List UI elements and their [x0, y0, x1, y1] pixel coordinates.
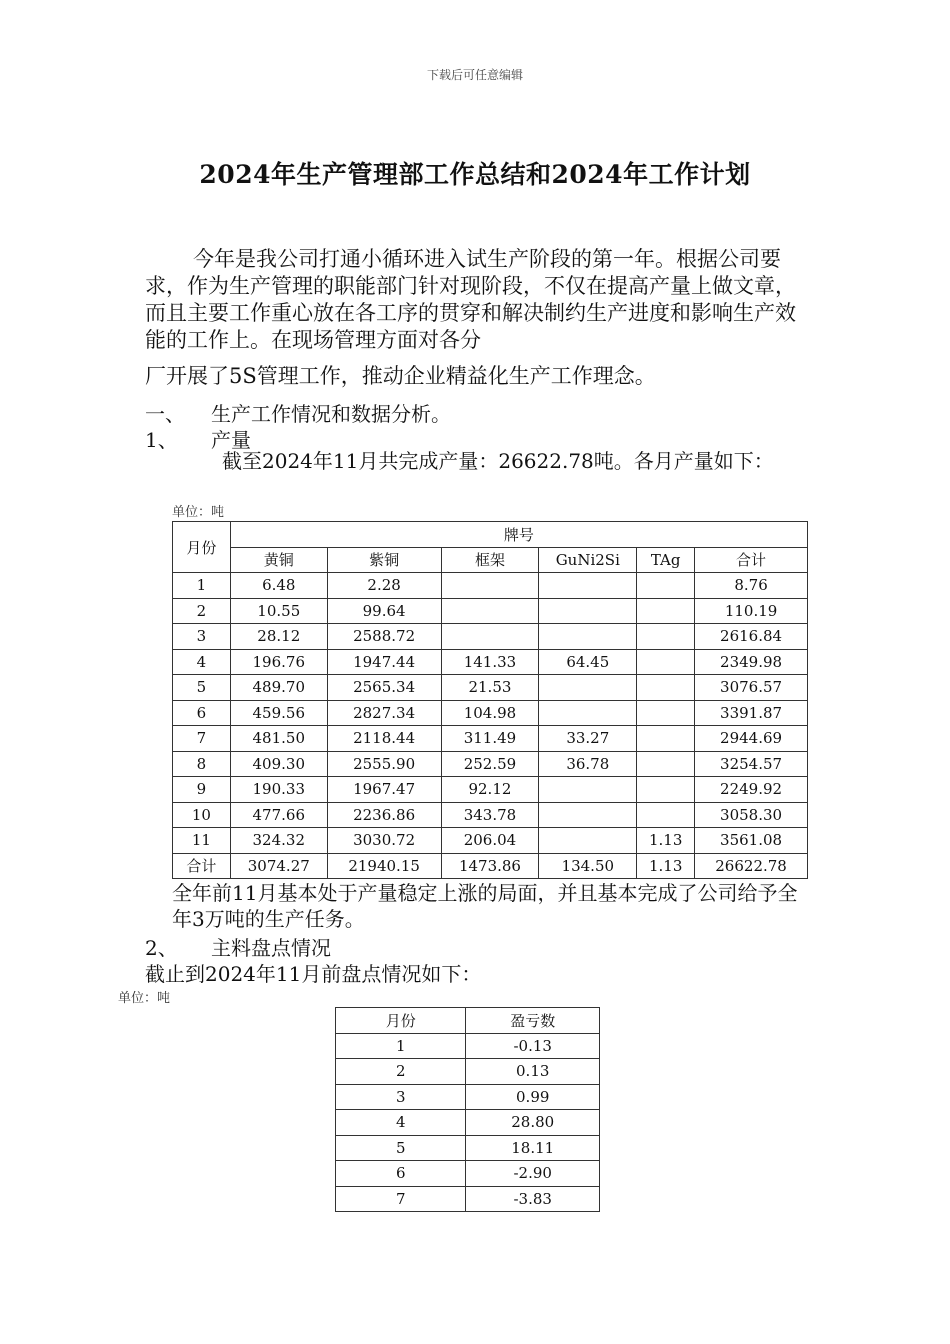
- document-title: 2024年生产管理部工作总结和2024年工作计划: [199, 160, 751, 189]
- section-title: 生产工作情况和数据分析。: [211, 402, 451, 426]
- grade-header: 牌号: [230, 522, 807, 548]
- table-cell: 477.66: [230, 802, 327, 828]
- table-cell: 2.28: [327, 573, 441, 599]
- table-cell: 3561.08: [695, 828, 808, 854]
- table-cell: 10: [173, 802, 231, 828]
- table-cell: 1473.86: [441, 853, 539, 879]
- table-cell: 2: [173, 598, 231, 624]
- table-cell: 3076.57: [695, 675, 808, 701]
- table-cell: 28.12: [230, 624, 327, 650]
- table-row: [173, 675, 808, 701]
- column-header: TAg: [637, 547, 695, 573]
- table-cell: [441, 598, 539, 624]
- table-cell: 3: [173, 624, 231, 650]
- table-cell: [539, 828, 637, 854]
- table-cell: 2349.98: [695, 649, 808, 675]
- table-cell: 409.30: [230, 751, 327, 777]
- table-header-row: [173, 547, 808, 573]
- table-cell: 2236.86: [327, 802, 441, 828]
- table-row: [173, 751, 808, 777]
- table-cell: 5: [173, 675, 231, 701]
- table-cell: [637, 726, 695, 752]
- subsection-heading-inventory: [145, 932, 331, 961]
- table-cell: 36.78: [539, 751, 637, 777]
- section-heading-1: [145, 398, 451, 427]
- table-cell: 2616.84: [695, 624, 808, 650]
- table-row: [173, 853, 808, 879]
- table-cell: [441, 573, 539, 599]
- table-row: [336, 1186, 600, 1212]
- table-row: [336, 1161, 600, 1187]
- table-cell: 343.78: [441, 802, 539, 828]
- table-row: [173, 598, 808, 624]
- table-cell: 4: [336, 1110, 466, 1136]
- table-row: [336, 1135, 600, 1161]
- table-cell: 196.76: [230, 649, 327, 675]
- table-row: [336, 1110, 600, 1136]
- intro-paragraph: 今年是我公司打通小循环进入试生产阶段的第一年。根据公司要求，作为生产管理的职能部门针对现阶段，不仅在提高产量上做文章，而且主要工作重心放在各工序的贯穿和解决制约生产进度和影响生产效能的工作上。在现场管理方面对各分: [145, 247, 796, 352]
- table-cell: [539, 700, 637, 726]
- table-row: [173, 573, 808, 599]
- table-cell: 1967.47: [327, 777, 441, 803]
- table-cell: 2: [336, 1059, 466, 1085]
- subsection-number: 1、: [145, 428, 178, 452]
- table-row: [336, 1084, 600, 1110]
- table-row: [173, 828, 808, 854]
- subsection-number: 2、: [145, 936, 178, 960]
- table-cell: -3.83: [466, 1186, 600, 1212]
- table-cell: [637, 675, 695, 701]
- subsection-title: 主料盘点情况: [211, 936, 331, 960]
- table-cell: 99.64: [327, 598, 441, 624]
- table-row: [173, 700, 808, 726]
- table-row: [173, 802, 808, 828]
- table-cell: [539, 777, 637, 803]
- table-cell: 5: [336, 1135, 466, 1161]
- inventory-table: [335, 1007, 600, 1212]
- table-cell: 0.13: [466, 1059, 600, 1085]
- table-cell: 21940.15: [327, 853, 441, 879]
- column-header: 紫铜: [327, 547, 441, 573]
- table-cell: 2944.69: [695, 726, 808, 752]
- table-cell: 206.04: [441, 828, 539, 854]
- table-cell: [637, 573, 695, 599]
- unit-label-1: 单位：吨: [172, 505, 225, 520]
- table-cell: 8.76: [695, 573, 808, 599]
- table-cell: 2565.34: [327, 675, 441, 701]
- table-row: [173, 649, 808, 675]
- table-cell: [637, 649, 695, 675]
- table-cell: 2118.44: [327, 726, 441, 752]
- table-header-row: [336, 1008, 600, 1034]
- table-cell: [539, 624, 637, 650]
- production-table: [172, 521, 808, 879]
- table-cell: [637, 700, 695, 726]
- table-cell: 7: [336, 1186, 466, 1212]
- column-header: GuNi2Si: [539, 547, 637, 573]
- table-cell: [637, 751, 695, 777]
- section-number: 一、: [145, 402, 185, 426]
- table-cell: [637, 802, 695, 828]
- table-cell: 9: [173, 777, 231, 803]
- column-header: 月份: [336, 1008, 466, 1034]
- table-cell: 3: [336, 1084, 466, 1110]
- table-cell: 64.45: [539, 649, 637, 675]
- table-row: [173, 726, 808, 752]
- table-cell: 26622.78: [695, 853, 808, 879]
- table-cell: 489.70: [230, 675, 327, 701]
- table-cell: -2.90: [466, 1161, 600, 1187]
- table-cell: 3254.57: [695, 751, 808, 777]
- unit-label-2: 单位：吨: [118, 991, 171, 1006]
- table-cell: 18.11: [466, 1135, 600, 1161]
- table-cell: 6: [336, 1161, 466, 1187]
- table-cell: 134.50: [539, 853, 637, 879]
- table-cell: [637, 598, 695, 624]
- table-cell: 104.98: [441, 700, 539, 726]
- table-cell: 92.12: [441, 777, 539, 803]
- table-row: [336, 1059, 600, 1085]
- table-cell: 3058.30: [695, 802, 808, 828]
- table-cell: 1: [336, 1033, 466, 1059]
- table-row: [336, 1033, 600, 1059]
- column-header: 框架: [441, 547, 539, 573]
- table-cell: -0.13: [466, 1033, 600, 1059]
- table-cell: 110.19: [695, 598, 808, 624]
- table-cell: 1.13: [637, 853, 695, 879]
- table-cell: 4: [173, 649, 231, 675]
- column-header: 黄铜: [230, 547, 327, 573]
- table-cell: 11: [173, 828, 231, 854]
- table-cell: 6: [173, 700, 231, 726]
- table-cell: 2249.92: [695, 777, 808, 803]
- table-cell: 1947.44: [327, 649, 441, 675]
- month-header: 月份: [173, 522, 231, 573]
- column-header: 合计: [695, 547, 808, 573]
- table-cell: [539, 573, 637, 599]
- table-cell: 324.32: [230, 828, 327, 854]
- table-cell: 33.27: [539, 726, 637, 752]
- table-cell: [539, 802, 637, 828]
- table-cell: 3391.87: [695, 700, 808, 726]
- table-cell: [637, 777, 695, 803]
- table-cell: 8: [173, 751, 231, 777]
- production-conclusion: 全年前11月基本处于产量稳定上涨的局面，并且基本完成了公司给予全年3万吨的生产任务。: [172, 881, 798, 931]
- table-cell: 10.55: [230, 598, 327, 624]
- table-cell: 28.80: [466, 1110, 600, 1136]
- table-row: [173, 624, 808, 650]
- table-row: [173, 777, 808, 803]
- table-header-row: [173, 522, 808, 548]
- table-cell: 0.99: [466, 1084, 600, 1110]
- table-cell: 3074.27: [230, 853, 327, 879]
- table-cell: 2588.72: [327, 624, 441, 650]
- inventory-intro: 截止到2024年11月前盘点情况如下：: [145, 962, 482, 986]
- table-cell: 1.13: [637, 828, 695, 854]
- table-cell: 141.33: [441, 649, 539, 675]
- table-cell: [539, 675, 637, 701]
- table-cell: [539, 598, 637, 624]
- table-cell: 2827.34: [327, 700, 441, 726]
- table-cell: 311.49: [441, 726, 539, 752]
- table-cell: 2555.90: [327, 751, 441, 777]
- header-note: 下载后可任意编辑: [426, 68, 523, 82]
- table-cell: 21.53: [441, 675, 539, 701]
- table-cell: 7: [173, 726, 231, 752]
- table-cell: 合计: [173, 853, 231, 879]
- table-cell: 190.33: [230, 777, 327, 803]
- table-cell: 3030.72: [327, 828, 441, 854]
- column-header: 盈亏数: [466, 1008, 600, 1034]
- intro-paragraph-2: 厂开展了5S管理工作，推动企业精益化生产工作理念。: [145, 364, 656, 388]
- table-cell: 481.50: [230, 726, 327, 752]
- table-cell: [441, 624, 539, 650]
- table-cell: 1: [173, 573, 231, 599]
- table-cell: 459.56: [230, 700, 327, 726]
- production-summary: 截至2024年11月共完成产量：26622.78吨。各月产量如下：: [222, 449, 774, 473]
- table-cell: 252.59: [441, 751, 539, 777]
- table-cell: 6.48: [230, 573, 327, 599]
- subsection-title: 产量: [211, 428, 251, 452]
- table-cell: [637, 624, 695, 650]
